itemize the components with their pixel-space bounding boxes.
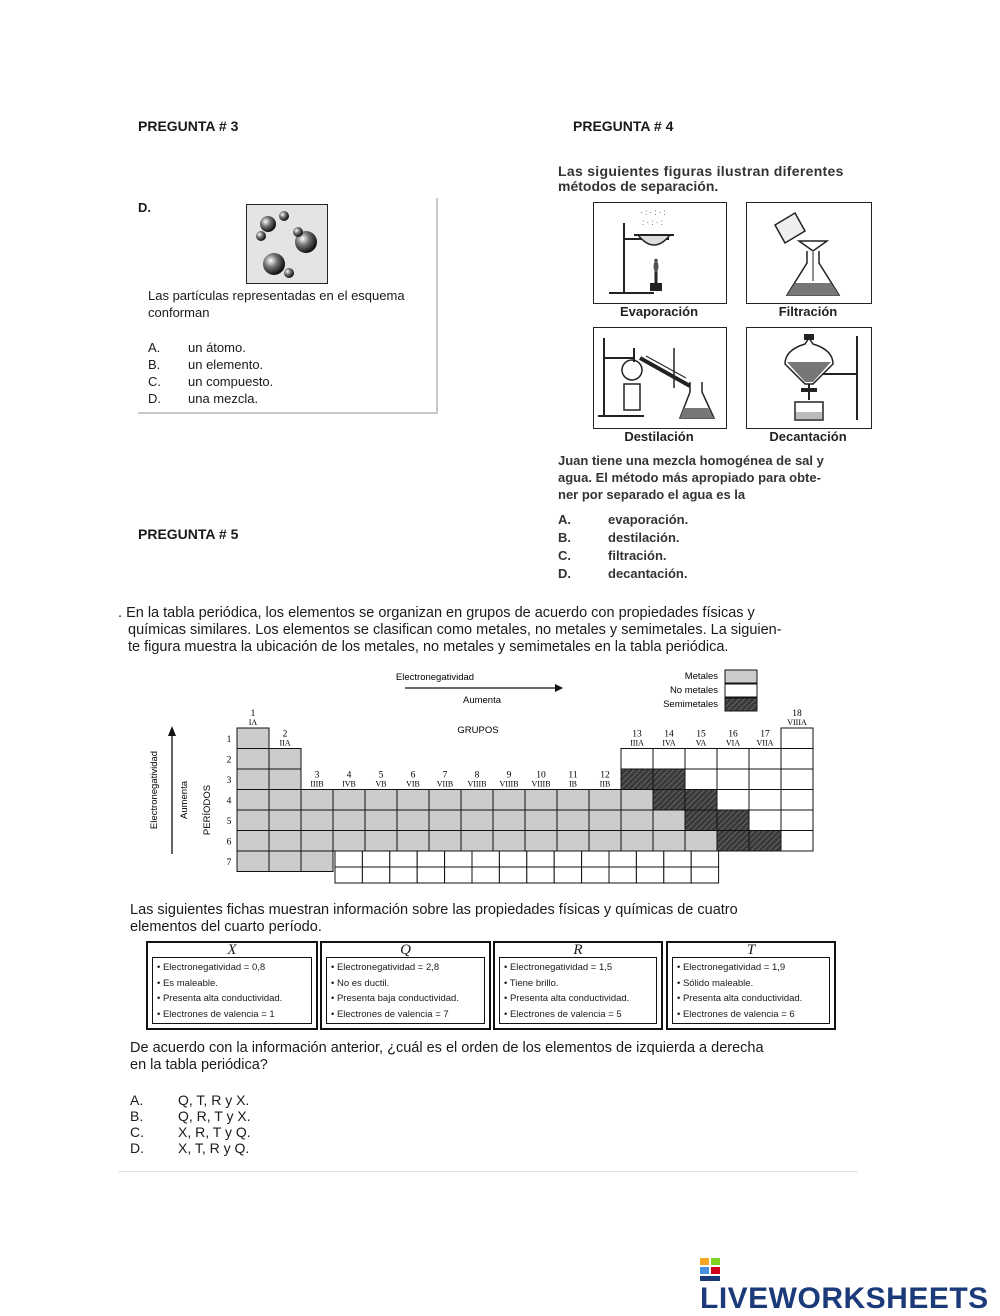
top-arrow-sublabel: Aumenta: [462, 695, 502, 706]
groups-label: GRUPOS: [457, 725, 499, 736]
table-cell-metal: [301, 810, 333, 831]
q5-intro-line: te figura muestra la ubicación de los metales, no metales y semimetales en la tabla periódica.: [128, 639, 729, 655]
f-block-cell: [499, 867, 526, 883]
group-roman-label: VIIIB: [467, 779, 487, 789]
f-block-cell: [636, 851, 663, 867]
legend-swatch-nonmetals: [725, 684, 757, 697]
table-cell-metal: [397, 831, 429, 852]
particles-diagram: [246, 204, 328, 284]
group-roman-label: VIIB: [436, 779, 454, 789]
top-arrow-label: Electronegatividad: [395, 672, 475, 683]
svg-text:· : · : · :: · : · : · :: [640, 208, 666, 217]
card-prop: • No es ductil.: [331, 976, 480, 992]
table-cell-semimetal: [621, 769, 653, 790]
table-cell-metal: [557, 790, 589, 811]
legend: [663, 670, 757, 711]
group-roman-label: VIIIB: [531, 779, 551, 789]
group-roman-label: IB: [569, 779, 577, 789]
q3-option-a[interactable]: A. un átomo.: [148, 340, 246, 355]
table-cell-metal: [237, 728, 269, 749]
group-roman-label: IIIA: [630, 738, 644, 748]
group-number-label: 10: [536, 770, 546, 781]
q5-question-line: De acuerdo con la información anterior, ¿cuál es el orden de los elementos de izquierda a derecha: [130, 1040, 764, 1056]
group-number-label: 5: [378, 770, 384, 781]
card-prop: • Electronegatividad = 0,8: [157, 960, 307, 976]
q4-intro: [558, 164, 903, 194]
f-block-cell: [417, 851, 444, 867]
group-number-label: 14: [664, 729, 674, 740]
f-block-cell: [609, 851, 636, 867]
q3-options: [148, 339, 273, 407]
period-number-label: 7: [226, 858, 232, 868]
card-prop: • Electrones de valencia = 5: [504, 1007, 652, 1023]
period-number-label: 1: [226, 735, 232, 745]
f-block-cell: [554, 867, 581, 883]
f-block-cell: [554, 851, 581, 867]
element-card-q: [320, 941, 491, 1030]
figure-label-filtration: Filtración: [778, 304, 838, 319]
figure-label-evaporation: Evaporación: [619, 304, 699, 319]
group-roman-label: VA: [695, 738, 707, 748]
table-cell-metal: [685, 831, 717, 852]
evaporation-figure: [593, 202, 727, 304]
table-cell-metal: [589, 790, 621, 811]
card-prop: • Presenta alta conductividad.: [677, 991, 825, 1007]
group-number-label: 7: [442, 770, 448, 781]
table-cell-metal: [589, 810, 621, 831]
q4-body-line: Juan tiene una mezcla homogénea de sal y: [558, 453, 824, 468]
table-cell-metal: [653, 810, 685, 831]
q4-intro-line: Las siguientes figuras ilustran diferentes: [558, 163, 844, 179]
table-cell-metal: [461, 790, 493, 811]
f-block-cell: [445, 867, 472, 883]
figure-label-decantation: Decantación: [769, 429, 847, 444]
left-axis-label: Electronegatividad: [149, 750, 160, 830]
left-axis-sublabel: Aumenta: [179, 780, 190, 820]
table-cell-metal: [269, 851, 301, 872]
table-cell-metal: [237, 810, 269, 831]
f-block-cell: [691, 851, 718, 867]
table-cell-metal: [365, 790, 397, 811]
f-block-cell: [609, 867, 636, 883]
q5-heading: PREGUNTA # 5: [138, 526, 239, 542]
table-cell-semimetal: [717, 831, 749, 852]
card-prop: • Electronegatividad = 1,5: [504, 960, 652, 976]
particle: [256, 231, 266, 241]
group-roman-label: VIB: [406, 779, 420, 789]
table-cell-nonmetal: [781, 810, 813, 831]
q4-options: [558, 511, 688, 583]
card-prop: • Presenta alta conductividad.: [504, 991, 652, 1007]
group-number-label: 13: [632, 729, 642, 740]
card-prop: • Presenta baja conductividad.: [331, 991, 480, 1007]
group-roman-label: VIIIA: [787, 718, 807, 727]
table-cell-semimetal: [685, 810, 717, 831]
group-roman-label: VIIIB: [499, 779, 519, 789]
cards-intro-line: elementos del cuarto período.: [130, 919, 322, 935]
table-cell-semimetal: [653, 790, 685, 811]
table-cell-metal: [429, 790, 461, 811]
f-block-cell: [636, 867, 663, 883]
group-number-label: 1: [250, 709, 256, 719]
table-cell-metal: [237, 790, 269, 811]
table-cell-semimetal: [653, 769, 685, 790]
card-prop: • Electrones de valencia = 7: [331, 1007, 480, 1023]
table-cell-metal: [429, 831, 461, 852]
table-cell-metal: [365, 831, 397, 852]
f-block-cell: [390, 851, 417, 867]
table-cell-metal: [493, 831, 525, 852]
periodic-table-diagram: [140, 664, 830, 896]
f-block-cell: [335, 867, 362, 883]
table-cell-metal: [429, 810, 461, 831]
q5-option-c[interactable]: C. X, R, T y Q.: [130, 1124, 251, 1140]
table-cell-metal: [557, 810, 589, 831]
q3-option-b[interactable]: B. un elemento.: [148, 357, 264, 372]
f-block-cell: [417, 867, 444, 883]
q4-body-line: ner por separado el agua es la: [558, 487, 746, 502]
f-block-cell: [527, 851, 554, 867]
legend-label-semimetals: Semimetales: [663, 699, 718, 710]
f-block-cell: [664, 851, 691, 867]
q5-intro: [118, 605, 858, 656]
divider: [118, 1171, 858, 1172]
table-cell-metal: [269, 810, 301, 831]
group-number-label: 9: [506, 770, 512, 781]
distillation-figure: [593, 327, 727, 429]
f-block-cell: [390, 867, 417, 883]
q5-question-line: en la tabla periódica?: [130, 1057, 268, 1073]
f-block-cell: [445, 851, 472, 867]
f-block-cell: [472, 851, 499, 867]
q5-question: [130, 1040, 860, 1074]
table-cell-metal: [493, 790, 525, 811]
card-title: T: [746, 942, 756, 958]
decantation-figure: [746, 327, 872, 429]
group-roman-label: IVA: [662, 738, 676, 748]
periods-label: PERÍODOS: [202, 784, 213, 836]
period-number-label: 3: [226, 776, 232, 786]
table-cell-metal: [269, 790, 301, 811]
table-cell-nonmetal: [781, 790, 813, 811]
table-cell-nonmetal: [781, 831, 813, 852]
group-roman-label: IIB: [599, 779, 611, 789]
q3-text-line: conforman: [148, 305, 210, 320]
left-arrow-head: [168, 726, 176, 736]
card-prop: • Sólido maleable.: [677, 976, 825, 992]
liveworksheets-logo: [700, 1258, 1000, 1316]
card-title: R: [573, 942, 583, 958]
group-number-label: 8: [474, 770, 480, 781]
q4-body: [558, 452, 903, 503]
table-cell-semimetal: [685, 790, 717, 811]
q3-option-d[interactable]: D. una mezcla.: [148, 391, 259, 406]
f-block-cell: [582, 851, 609, 867]
table-cell-metal: [621, 810, 653, 831]
f-block-cell: [472, 867, 499, 883]
q3-text: [148, 287, 433, 321]
card-prop: • Electrones de valencia = 6: [677, 1007, 825, 1023]
f-block-cell: [362, 867, 389, 883]
f-block-cell: [664, 867, 691, 883]
table-cell-metal: [621, 831, 653, 852]
particle: [260, 216, 276, 232]
left-axis: [149, 726, 213, 854]
table-cell-metal: [525, 831, 557, 852]
table-cell-nonmetal: [781, 749, 813, 770]
table-cell-metal: [301, 831, 333, 852]
q3-marker: D.: [138, 200, 151, 215]
q4-intro-line: métodos de separación.: [558, 178, 719, 194]
group-number-label: 2: [282, 729, 288, 740]
liveworksheets-logo-icon: [700, 1258, 722, 1282]
q4-option-c[interactable]: C. filtración.: [558, 548, 667, 563]
table-cell-nonmetal: [749, 769, 781, 790]
table-cell-metal: [237, 831, 269, 852]
table-cell-metal: [621, 790, 653, 811]
table-cell-nonmetal: [781, 728, 813, 749]
q5-option-a[interactable]: A. Q, T, R y X.: [130, 1092, 250, 1108]
group-roman-label: VIIA: [756, 738, 774, 748]
f-block-cell: [691, 867, 718, 883]
card-prop: • Electronegatividad = 2,8: [331, 960, 480, 976]
table-cell-metal: [461, 810, 493, 831]
q3-option-c[interactable]: C. un compuesto.: [148, 374, 274, 389]
legend-label-metals: Metales: [684, 671, 718, 682]
group-number-label: 3: [314, 770, 320, 781]
table-cell-metal: [333, 810, 365, 831]
table-cell-metal: [525, 790, 557, 811]
group-number-label: 11: [568, 770, 578, 781]
card-prop: • Tiene brillo.: [504, 976, 652, 992]
f-block-cell: [362, 851, 389, 867]
card-prop: • Es maleable.: [157, 976, 307, 992]
table-cell-metal: [269, 831, 301, 852]
table-cell-metal: [493, 810, 525, 831]
period-number-label: 2: [226, 755, 232, 766]
f-block-cell: [527, 867, 554, 883]
card-title: X: [227, 942, 237, 958]
table-cell-nonmetal: [685, 749, 717, 770]
table-cells: [237, 728, 813, 883]
period-number-label: 4: [226, 796, 232, 807]
period-number-label: 6: [226, 837, 232, 848]
table-cell-nonmetal: [749, 810, 781, 831]
group-roman-label: VIA: [725, 738, 741, 748]
table-cell-metal: [237, 769, 269, 790]
f-block-cell: [499, 851, 526, 867]
legend-swatch-semimetals: [725, 698, 757, 711]
cards-intro-line: Las siguientes fichas muestran información sobre las propiedades físicas y químicas de cuatro: [130, 902, 738, 918]
group-roman-label: IVB: [342, 779, 356, 789]
table-cell-metal: [333, 790, 365, 811]
group-roman-label: IIIB: [310, 779, 324, 789]
group-number-label: 18: [792, 709, 802, 719]
q5-intro-line: químicas similares. Los elementos se clasifican como metales, no metales y semimetales. La siguien-: [128, 622, 782, 638]
card-prop: • Electronegatividad = 1,9: [677, 960, 825, 976]
f-block-cell: [335, 851, 362, 867]
q3-text-line: Las partículas representadas en el esquema: [148, 288, 405, 303]
element-card-x: [146, 941, 318, 1030]
svg-text:: · : · :: : · : · :: [642, 218, 663, 227]
q4-option-b[interactable]: B. destilación.: [558, 530, 680, 545]
particle: [293, 227, 303, 237]
group-number-label: 15: [696, 729, 706, 740]
particle: [263, 253, 285, 275]
table-cell-semimetal: [717, 810, 749, 831]
card-title: Q: [400, 942, 411, 958]
table-cell-metal: [397, 790, 429, 811]
group-roman-label: IIA: [279, 738, 291, 748]
card-prop: • Presenta alta conductividad.: [157, 991, 307, 1007]
table-cell-nonmetal: [781, 769, 813, 790]
table-cell-nonmetal: [749, 790, 781, 811]
group-number-label: 17: [760, 729, 770, 740]
cards-intro: [130, 902, 860, 936]
table-cell-nonmetal: [653, 749, 685, 770]
table-cell-metal: [301, 851, 333, 872]
q5-option-d[interactable]: D. X, T, R y Q.: [130, 1140, 250, 1156]
table-cell-metal: [461, 831, 493, 852]
particle: [279, 211, 289, 221]
table-cell-metal: [589, 831, 621, 852]
table-cell-metal: [557, 831, 589, 852]
table-cell-metal: [269, 769, 301, 790]
group-number-label: 4: [346, 770, 352, 781]
table-cell-nonmetal: [749, 749, 781, 770]
q5-options: [130, 1092, 251, 1156]
table-cell-metal: [237, 851, 269, 872]
table-cell-nonmetal: [717, 769, 749, 790]
table-cell-nonmetal: [717, 749, 749, 770]
q3-heading: PREGUNTA # 3: [138, 118, 239, 134]
table-cell-nonmetal: [717, 790, 749, 811]
table-cell-semimetal: [749, 831, 781, 852]
q4-option-a[interactable]: A. evaporación.: [558, 512, 689, 527]
filtration-figure: [746, 202, 872, 304]
table-cell-nonmetal: [621, 749, 653, 770]
figure-label-distillation: Destilación: [624, 429, 694, 444]
table-cell-metal: [333, 831, 365, 852]
group-number-label: 16: [728, 729, 738, 740]
table-cell-metal: [525, 810, 557, 831]
q5-intro-line: . En la tabla periódica, los elementos se organizan en grupos de acuerdo con propiedades físicas y: [118, 605, 755, 621]
table-cell-metal: [269, 749, 301, 770]
element-card-r: [493, 941, 663, 1030]
liveworksheets-logo-text: LIVEWORKSHEETS: [700, 1282, 989, 1315]
group-number-label: 12: [600, 770, 610, 781]
f-block-cell: [582, 867, 609, 883]
table-cell-metal: [301, 790, 333, 811]
q5-option-b[interactable]: B. Q, R, T y X.: [130, 1108, 251, 1124]
group-number-label: 6: [410, 770, 416, 781]
group-roman-label: IA: [248, 718, 258, 727]
period-number-label: 5: [226, 817, 232, 827]
particle: [284, 268, 294, 278]
table-cell-metal: [397, 810, 429, 831]
q4-heading: PREGUNTA # 4: [573, 118, 674, 134]
legend-label-nonmetals: No metales: [669, 685, 718, 696]
q4-option-d[interactable]: D. decantación.: [558, 566, 688, 581]
table-cell-metal: [237, 749, 269, 770]
card-prop: • Electrones de valencia = 1: [157, 1007, 307, 1023]
table-cell-metal: [365, 810, 397, 831]
q4-body-line: agua. El método más apropiado para obte-: [558, 470, 821, 485]
group-roman-label: VB: [375, 779, 387, 789]
element-card-t: [666, 941, 836, 1030]
table-cell-nonmetal: [685, 769, 717, 790]
top-arrow-head: [555, 684, 563, 692]
table-cell-metal: [653, 831, 685, 852]
legend-swatch-metals: [725, 670, 757, 683]
